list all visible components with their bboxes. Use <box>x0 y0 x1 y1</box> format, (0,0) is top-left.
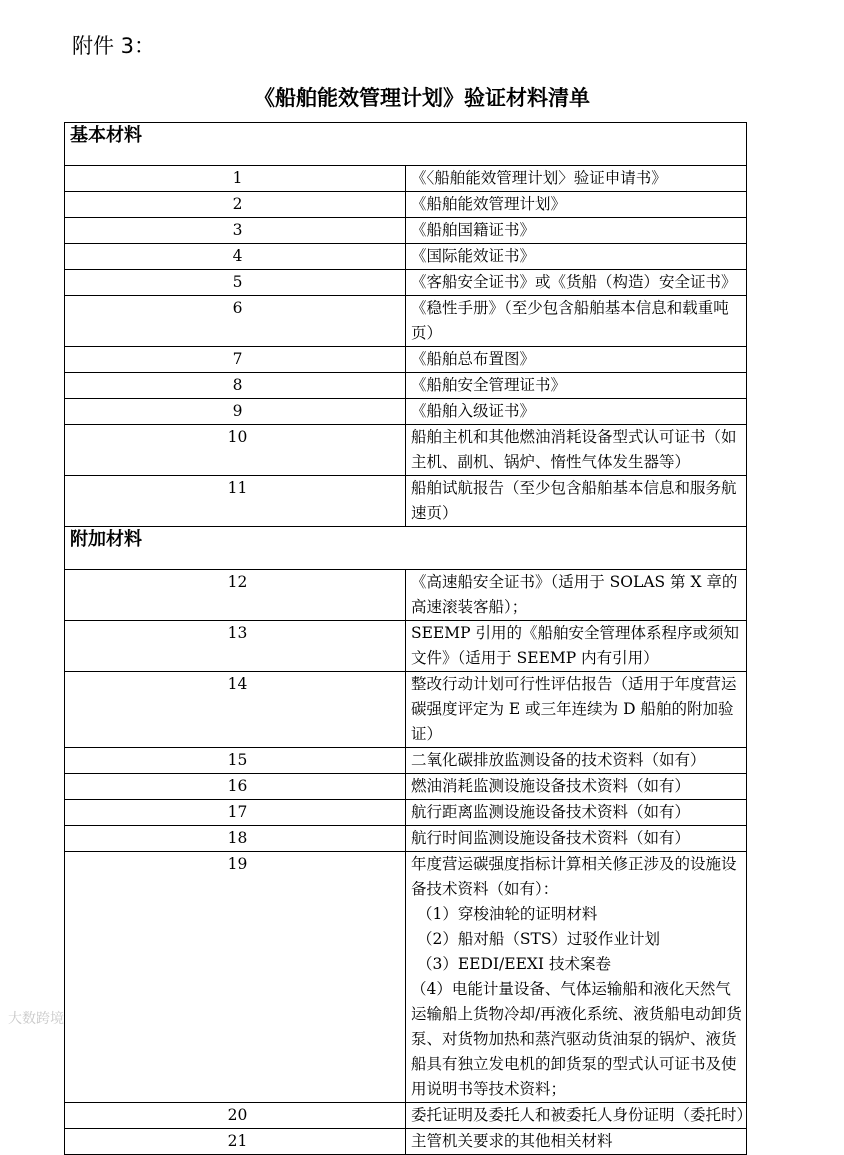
annex-label: 附件 3： <box>72 34 156 58</box>
table-row <box>65 373 747 399</box>
item-text: 《客船安全证书》或《货船（构造）安全证书》 <box>406 270 747 296</box>
table-row <box>65 1103 747 1129</box>
table-row <box>65 270 747 296</box>
item-text: SEEMP 引用的《船舶安全管理体系程序或须知文件》（适用于 SEEMP 内有引用） <box>406 621 747 672</box>
table-row <box>65 476 747 527</box>
item-number: 20 <box>65 1103 406 1129</box>
table-row <box>65 244 747 270</box>
watermark-logo: 大数跨境 <box>8 1011 64 1027</box>
materials-table <box>64 122 753 1155</box>
item-text: 《稳性手册》（至少包含船舶基本信息和载重吨页） <box>406 296 747 347</box>
item-text: 船舶试航报告（至少包含船舶基本信息和服务航速页） <box>406 476 747 527</box>
table-row <box>65 570 747 621</box>
item-number: 5 <box>65 270 406 296</box>
table-row <box>65 218 747 244</box>
table-row <box>65 296 747 347</box>
item19-intro: 年度营运碳强度指标计算相关修正涉及的设施设备技术资料（如有）： <box>411 855 737 898</box>
item-number: 18 <box>65 826 406 852</box>
item-number: 13 <box>65 621 406 672</box>
table-row <box>65 166 747 192</box>
table-row <box>65 852 747 1103</box>
item-number: 4 <box>65 244 406 270</box>
item19-sub: （3）EEDI/EEXI 技术案卷 <box>417 955 611 973</box>
item-text: 航行距离监测设施设备技术资料（如有） <box>406 800 747 826</box>
section-row-additional <box>65 527 747 570</box>
table-row <box>65 672 747 748</box>
table-row <box>65 621 747 672</box>
item-number: 17 <box>65 800 406 826</box>
table-row <box>65 425 747 476</box>
item-number: 14 <box>65 672 406 748</box>
item19-sub: （2）船对船（STS）过驳作业计划 <box>417 930 660 948</box>
item-text: 主管机关要求的其他相关材料 <box>406 1129 747 1155</box>
item-number: 11 <box>65 476 406 527</box>
item-number: 15 <box>65 748 406 774</box>
item-number: 3 <box>65 218 406 244</box>
table-row <box>65 1129 747 1155</box>
item-text: 整改行动计划可行性评估报告（适用于年度营运碳强度评定为 E 或三年连续为 D 船舶的附加验证） <box>406 672 747 748</box>
table-row <box>65 826 747 852</box>
item-number: 9 <box>65 399 406 425</box>
item-number: 10 <box>65 425 406 476</box>
item-text: 《船舶能效管理计划》 <box>406 192 747 218</box>
item-text: 《〈船舶能效管理计划〉验证申请书》 <box>406 166 747 192</box>
item-number: 21 <box>65 1129 406 1155</box>
item-text: 《船舶总布置图》 <box>406 347 747 373</box>
item-text: 航行时间监测设施设备技术资料（如有） <box>406 826 747 852</box>
table-row <box>65 399 747 425</box>
item19-sub: （1）穿梭油轮的证明材料 <box>417 905 598 923</box>
item-number: 1 <box>65 166 406 192</box>
section-heading-additional: 附加材料 <box>65 527 747 570</box>
table-row <box>65 347 747 373</box>
item-number: 7 <box>65 347 406 373</box>
item-number: 12 <box>65 570 406 621</box>
item-number: 19 <box>65 852 406 1103</box>
item-text: 《国际能效证书》 <box>406 244 747 270</box>
document-title: 《船舶能效管理计划》验证材料清单 <box>254 86 590 110</box>
item-number: 2 <box>65 192 406 218</box>
item-number: 6 <box>65 296 406 347</box>
item-text: 《高速船安全证书》（适用于 SOLAS 第 X 章的高速滚装客船）； <box>406 570 747 621</box>
item-text: 《船舶安全管理证书》 <box>406 373 747 399</box>
item-text: 燃油消耗监测设施设备技术资料（如有） <box>406 774 747 800</box>
table-row <box>65 800 747 826</box>
item-text: 《船舶国籍证书》 <box>406 218 747 244</box>
item-text <box>406 852 747 1103</box>
section-heading-basic: 基本材料 <box>65 123 747 166</box>
item19-sub4: （4）电能计量设备、气体运输船和液化天然气运输船上货物冷却/再液化系统、液货船电动卸货泵、对货物加热和蒸汽驱动货油泵的锅炉、液货船具有独立发电机的卸货泵的型式认可证书及使用说明书等技术资料； <box>411 980 742 1098</box>
item-number: 16 <box>65 774 406 800</box>
item-text: 船舶主机和其他燃油消耗设备型式认可证书（如主机、副机、锅炉、惰性气体发生器等） <box>406 425 747 476</box>
item-text: 委托证明及委托人和被委托人身份证明（委托时） <box>406 1103 747 1129</box>
item-number: 8 <box>65 373 406 399</box>
item-text: 二氧化碳排放监测设备的技术资料（如有） <box>406 748 747 774</box>
table-row <box>65 774 747 800</box>
table-row <box>65 748 747 774</box>
item-text: 《船舶入级证书》 <box>406 399 747 425</box>
table-row <box>65 192 747 218</box>
section-row-basic <box>65 123 747 166</box>
